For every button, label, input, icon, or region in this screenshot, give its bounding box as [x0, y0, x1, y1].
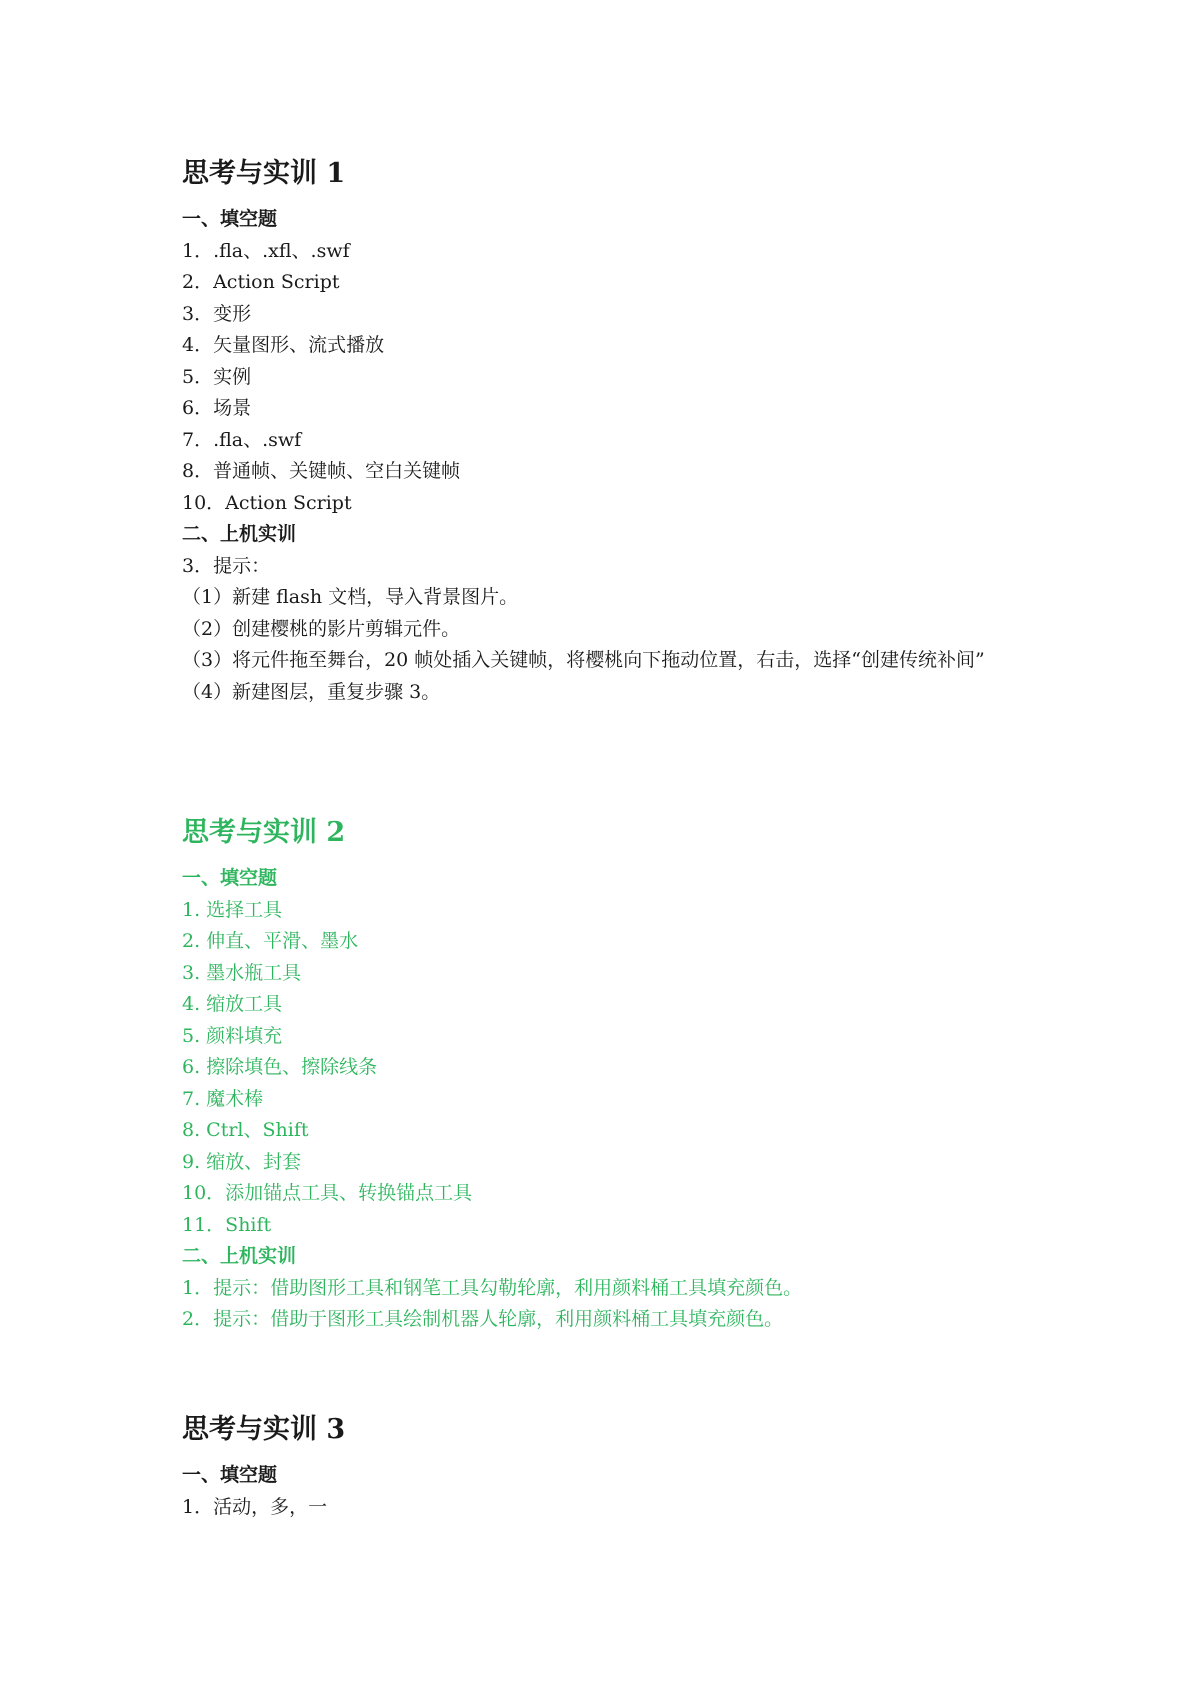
lab-line: （4）新建图层，重复步骤 3。 [182, 680, 441, 703]
lab-line: （1）新建 flash 文档，导入背景图片。 [182, 586, 519, 608]
answer-line: 5. 颜料填充 [182, 1024, 283, 1047]
fill-in-heading: 一、填空题 [182, 867, 278, 889]
answer-line: 4．矢量图形、流式播放 [182, 334, 385, 356]
lab-line: 2．提示：借助于图形工具绘制机器人轮廓，利用颜料桶工具填充颜色。 [182, 1308, 784, 1330]
answer-line: 3．变形 [182, 302, 252, 325]
section-title: 思考与实训 3 [182, 1414, 346, 1445]
answer-line: 10．Action Script [182, 491, 352, 514]
section-1 [182, 156, 1042, 708]
answer-line: 1．活动，多，一 [182, 1495, 328, 1518]
answer-line: 2. 伸直、平滑、墨水 [182, 930, 359, 952]
answer-line: 1. 选择工具 [182, 898, 283, 921]
section-2 [182, 815, 1042, 1336]
answer-line: 3. 墨水瓶工具 [182, 961, 302, 984]
answer-line: 5．实例 [182, 365, 252, 388]
answer-line: 6．场景 [182, 397, 252, 419]
answer-line: 10．添加锚点工具、转换锚点工具 [182, 1182, 473, 1204]
lab-heading: 二、上机实训 [182, 523, 297, 545]
answer-line: 7．.fla、.swf [182, 428, 302, 451]
answer-line: 8. Ctrl、Shift [182, 1119, 309, 1141]
answer-line: 1．.fla、.xfl、.swf [182, 239, 350, 262]
fill-in-heading: 一、填空题 [182, 1464, 278, 1486]
lab-line: （2）创建樱桃的影片剪辑元件。 [182, 617, 461, 640]
fill-in-heading: 一、填空题 [182, 208, 278, 230]
section-title: 思考与实训 2 [182, 817, 346, 848]
answer-line: 8．普通帧、关键帧、空白关键帧 [182, 460, 461, 482]
answer-line: 9. 缩放、封套 [182, 1150, 302, 1173]
lab-line: 1．提示：借助图形工具和钢笔工具勾勒轮廓，利用颜料桶工具填充颜色。 [182, 1276, 803, 1299]
answer-line: 4. 缩放工具 [182, 993, 283, 1015]
section-title: 思考与实训 1 [182, 158, 346, 189]
answer-line: 2．Action Script [182, 271, 340, 293]
lab-line: 3．提示： [182, 554, 271, 577]
answer-line: 6. 擦除填色、擦除线条 [182, 1056, 378, 1078]
answer-line: 7. 魔术棒 [182, 1087, 264, 1110]
section-3 [182, 1412, 1042, 1523]
answer-line: 11．Shift [182, 1213, 272, 1236]
lab-heading: 二、上机实训 [182, 1245, 297, 1267]
lab-line: （3）将元件拖至舞台，20 帧处插入关键帧，将樱桃向下拖动位置，右击，选择“创建传统补间” [182, 649, 985, 671]
